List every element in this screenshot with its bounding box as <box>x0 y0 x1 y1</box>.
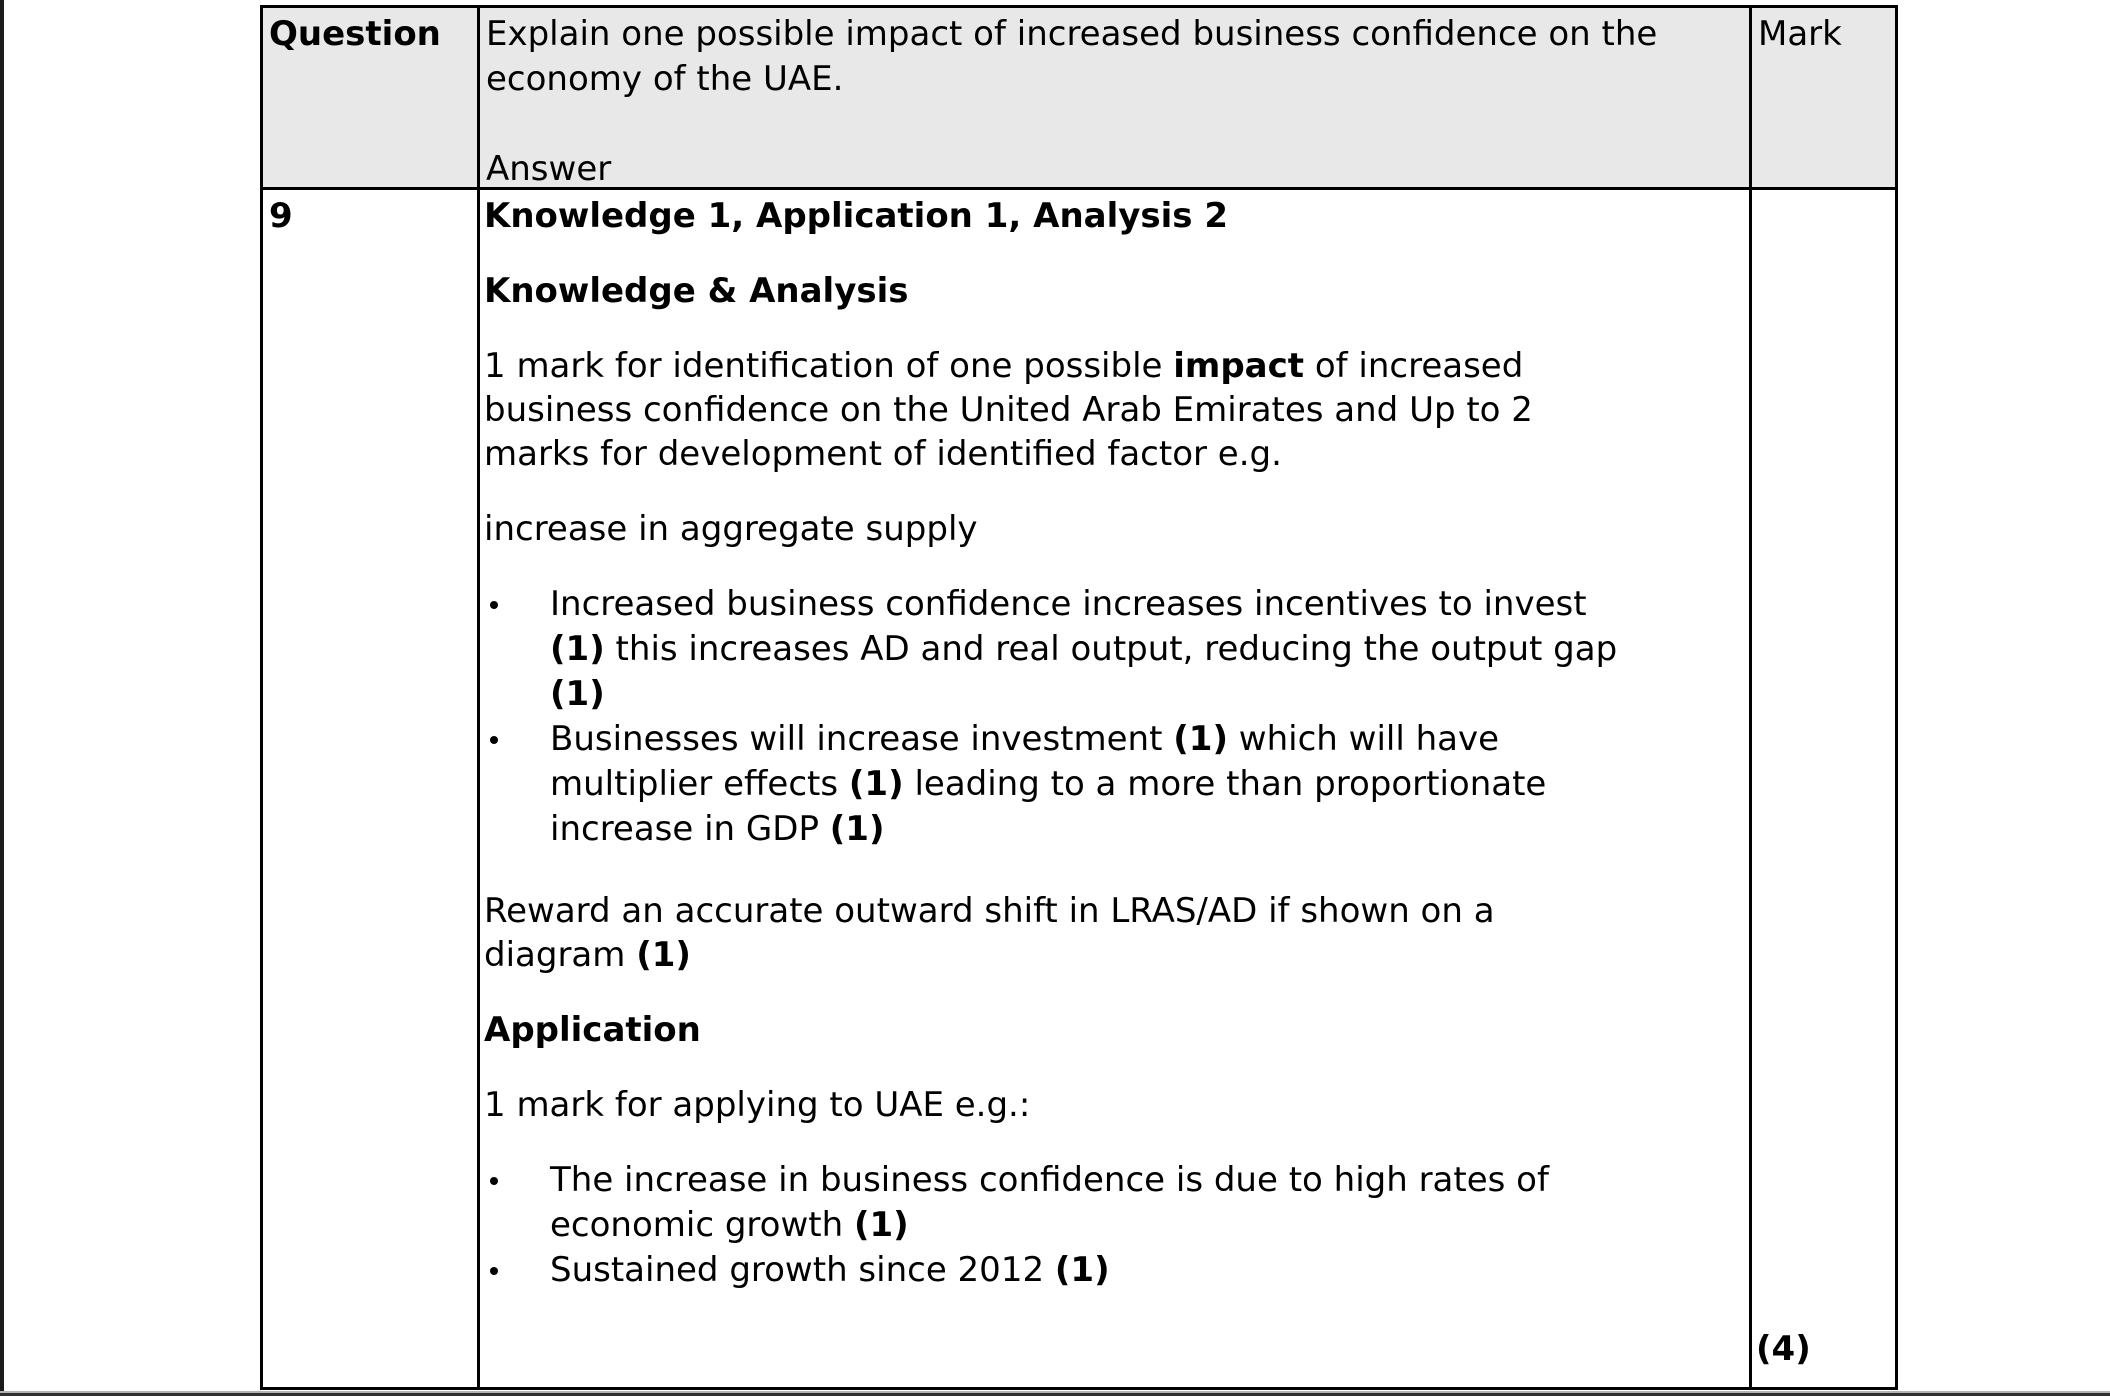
reward-diagram-paragraph: Reward an accurate outward shift in LRAS/AD if shown on a diagram (1) <box>484 891 1495 975</box>
question-prompt-text: Explain one possible impact of increased business confidence on the economy of the UAE. <box>486 14 1658 99</box>
knowledge-analysis-heading: Knowledge & Analysis <box>484 271 909 311</box>
marks-summary: Knowledge 1, Application 1, Analysis 2 <box>484 196 1229 236</box>
identification-paragraph: 1 mark for identification of one possible impact of increased business confidence on the United Arab Emirates and Up to 2 marks for development of identified factor e.g. <box>484 346 1533 474</box>
mark-header-cell: Mark <box>1752 8 1895 190</box>
question-header-cell: Question <box>263 8 480 190</box>
application-bullet-list <box>484 1158 1741 1293</box>
bullet-item: Businesses will increase investment (1) which will have multiplier effects (1) leading to a more than proportionate increase in GDP (1) <box>484 717 1741 852</box>
mark-value-cell <box>1752 190 1895 1387</box>
bullet-item: The increase in business confidence is due to high rates of economic growth (1) <box>484 1158 1741 1248</box>
application-heading: Application <box>484 1010 701 1050</box>
bullet-item: Increased business confidence increases incentives to invest (1) this increases AD and real output, reducing the output gap (1) <box>484 582 1741 717</box>
bullet-item: Sustained growth since 2012 (1) <box>484 1248 1741 1293</box>
page-left-edge-line <box>0 0 4 1396</box>
applying-paragraph: 1 mark for applying to UAE e.g.: <box>484 1085 1031 1125</box>
answer-label: Answer <box>486 149 612 189</box>
mark-value: (4) <box>1756 1329 1811 1369</box>
knowledge-bullet-list <box>484 582 1741 852</box>
markscheme-table <box>260 5 1898 1390</box>
question-prompt-cell <box>480 8 1752 190</box>
aggregate-supply-paragraph: increase in aggregate supply <box>484 509 978 549</box>
answer-cell <box>480 190 1752 1387</box>
question-number-cell: 9 <box>263 190 480 1387</box>
